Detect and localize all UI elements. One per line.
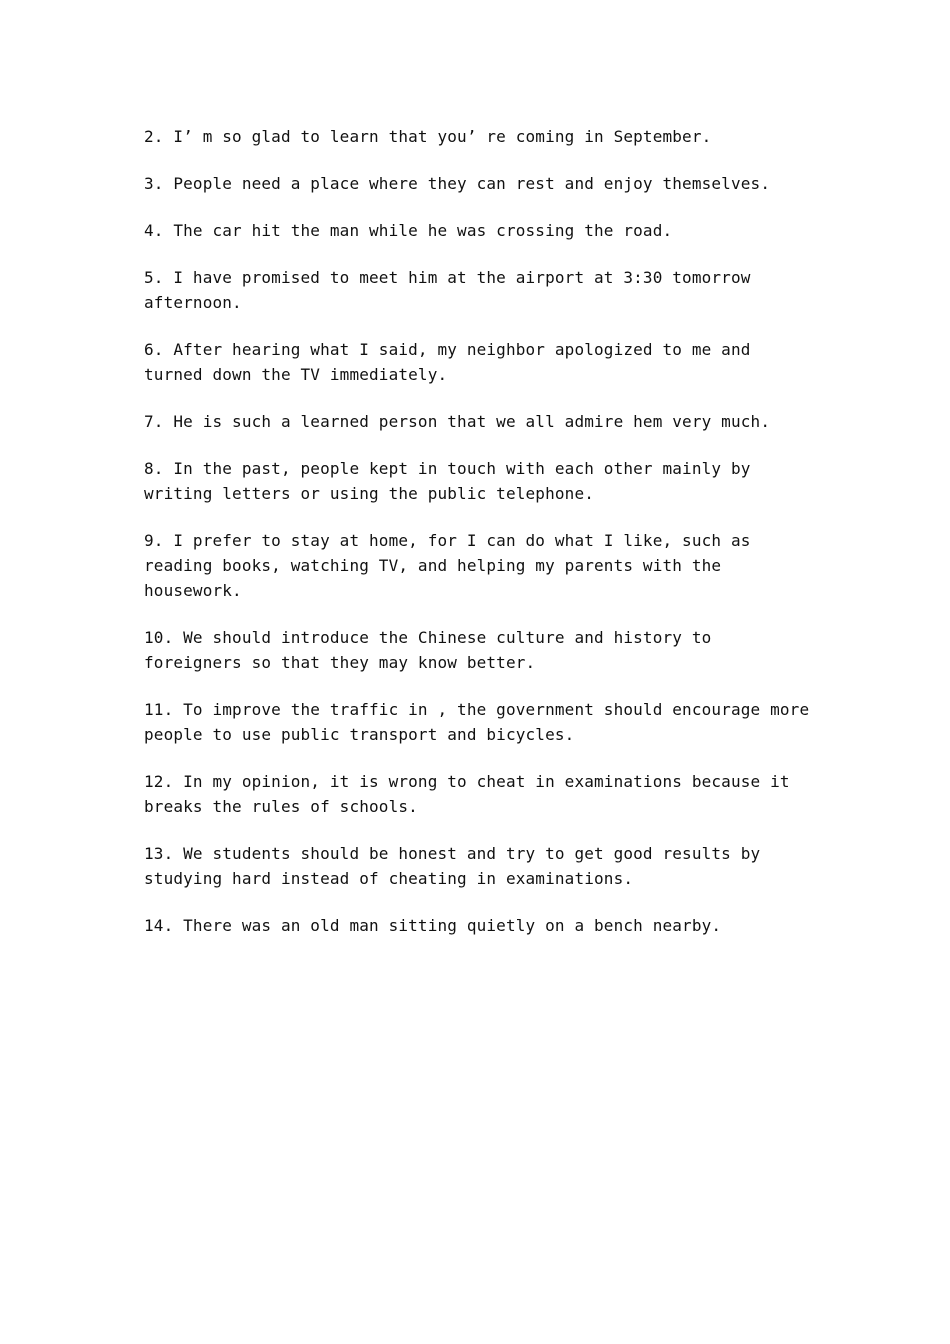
sentence-11: 11. To improve the traffic in , the government should encourage more people to use public transport and bicycles.: [144, 700, 810, 744]
sentence-3: 3. People need a place where they can rest and enjoy themselves.: [144, 174, 771, 193]
sentence-5: 5. I have promised to meet him at the airport at 3:30 tomorrow afternoon.: [144, 268, 751, 312]
sentence-4: 4. The car hit the man while he was crossing the road.: [144, 221, 673, 240]
sentence-8: 8. In the past, people kept in touch with each other mainly by writing letters or using the public telephone.: [144, 459, 751, 503]
sentence-7: 7. He is such a learned person that we all admire hem very much.: [144, 412, 771, 431]
sentence-13: 13. We students should be honest and try to get good results by studying hard instead of cheating in examinations.: [144, 844, 761, 888]
sentence-12: 12. In my opinion, it is wrong to cheat in examinations because it breaks the rules of schools.: [144, 772, 790, 816]
sentence-10: 10. We should introduce the Chinese culture and history to foreigners so that they may know better.: [144, 628, 712, 672]
sentence-2: 2. I’ m so glad to learn that you’ re coming in September.: [144, 127, 712, 146]
sentence-14: 14. There was an old man sitting quietly on a bench nearby.: [144, 916, 722, 935]
sentence-6: 6. After hearing what I said, my neighbor apologized to me and turned down the TV immediately.: [144, 340, 751, 384]
sentence-list: [144, 124, 814, 960]
sentence-9: 9. I prefer to stay at home, for I can do what I like, such as reading books, watching TV, and helping my parents with the housework.: [144, 531, 751, 600]
